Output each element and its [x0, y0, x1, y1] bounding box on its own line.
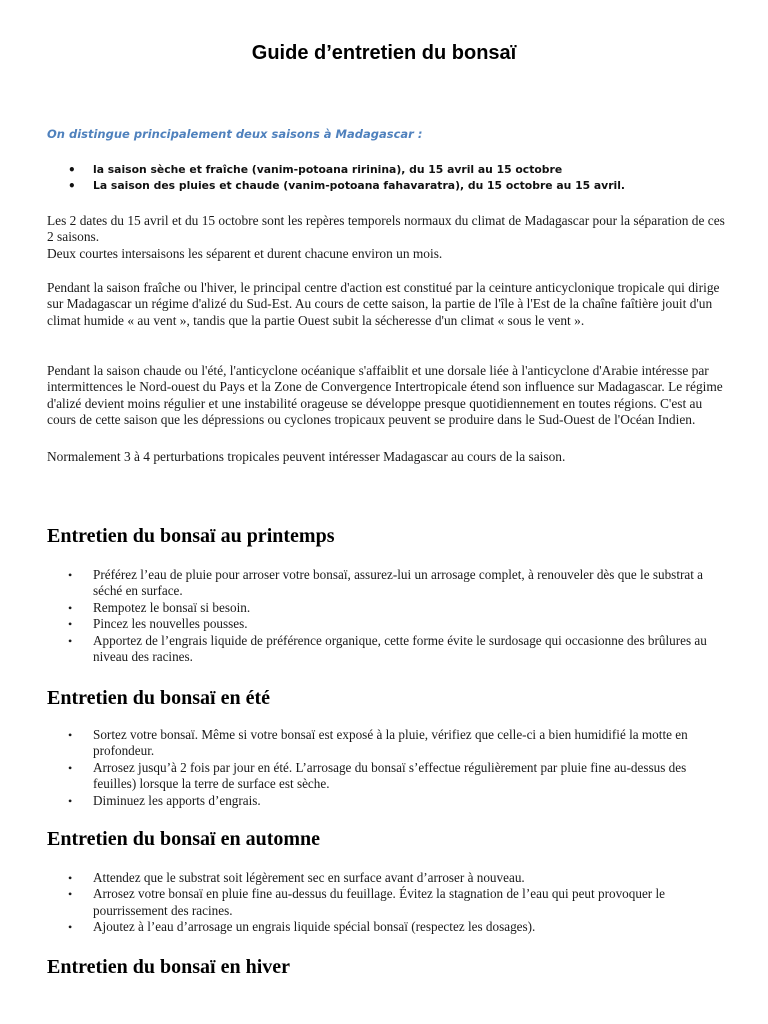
- paragraph-perturbations: Normalement 3 à 4 perturbations tropicales peuvent intéresser Madagascar au cours de la saison.: [47, 449, 566, 464]
- paragraph-dates: Les 2 dates du 15 avril et du 15 octobre sont les repères temporels normaux du climat de Madagascar pour la séparation de ces 2 saisons.: [47, 213, 725, 245]
- list-item: • Préférez l’eau de pluie pour arroser votre bonsaï, assurez-lui un arrosage complet, à renouveler dès que le substrat a séché en surface.: [47, 567, 727, 600]
- page-title: Guide d’entretien du bonsaï: [251, 42, 517, 64]
- list-item: • La saison des pluies et chaude (vanim-potoana fahavaratra), du 15 octobre au 15 avril.: [47, 178, 737, 194]
- paragraph-ete: Pendant la saison chaude ou l'été, l'anticyclone océanique s'affaiblit et une dorsale liée à l'anticyclone d'Arabie intéresse par intermittences le Nord-ouest du Pays et la Zone de Convergence Intertropicale étend son influence sur Madagascar. Le régime d'alizé devient moins régulier et une instabilité orageuse se développe presque quotidiennement en toutes régions. C'est au cours de cette saison que les dépressions ou cyclones tropicaux peuvent se produire dans le Sud-Ouest de l'Océan Indien.: [47, 363, 723, 428]
- list-item: • Apportez de l’engrais liquide de préférence organique, cette forme évite le surdosage qui occasionne des brûlures au niveau des racines.: [47, 633, 727, 666]
- list-item: • Ajoutez à l’eau d’arrosage un engrais liquide spécial bonsaï (respectez les dosages).: [47, 919, 727, 935]
- list-item: • Rempotez le bonsaï si besoin.: [47, 600, 727, 616]
- list-item: • la saison sèche et fraîche (vanim-potoana ririnina), du 15 avril au 15 octobre: [47, 162, 737, 178]
- list-item: • Arrosez votre bonsaï en pluie fine au-dessus du feuillage. Évitez la stagnation de l’eau qui peut provoquer le pourrissement des racines.: [47, 886, 727, 919]
- intro-text: On distingue principalement deux saisons à Madagascar :: [47, 127, 423, 141]
- section-heading-hiver: Entretien du bonsaï en hiver: [47, 956, 290, 978]
- list-item: • Arrosez jusqu’à 2 fois par jour en été. L’arrosage du bonsaï s’effectue régulièrement par pluie fine au-dessus des feuilles) lorsque la terre de surface est sèche.: [47, 760, 727, 793]
- list-item: • Pincez les nouvelles pousses.: [47, 616, 727, 632]
- list-item: • Diminuez les apports d’engrais.: [47, 793, 727, 809]
- list-automne: [47, 870, 727, 936]
- paragraph-intersaisons: Deux courtes intersaisons les séparent et durent chacune environ un mois.: [47, 246, 443, 261]
- paragraph-hiver: Pendant la saison fraîche ou l'hiver, le principal centre d'action est constitué par la ceinture anticyclonique tropicale qui dirige sur Madagascar un régime d'alizé du Sud-Est. Au cours de cette saison, la partie de l'île à l'Est de la chaîne faîtière jouit d'un climat humide « au vent », tandis que la partie Ouest subit la sécheresse d'un climat « sous le vent ».: [47, 280, 720, 328]
- section-heading-automne: Entretien du bonsaï en automne: [47, 828, 321, 850]
- section-heading-ete: Entretien du bonsaï en été: [47, 687, 270, 709]
- list-item: • Sortez votre bonsaï. Même si votre bonsaï est exposé à la pluie, vérifiez que celle-ci a bien humidifié la motte en profondeur.: [47, 727, 727, 760]
- section-heading-printemps: Entretien du bonsaï au printemps: [47, 525, 335, 547]
- list-item: • Attendez que le substrat soit légèrement sec en surface avant d’arroser à nouveau.: [47, 870, 727, 886]
- list-ete: [47, 727, 727, 809]
- list-printemps: [47, 567, 727, 665]
- season-list: [47, 162, 737, 194]
